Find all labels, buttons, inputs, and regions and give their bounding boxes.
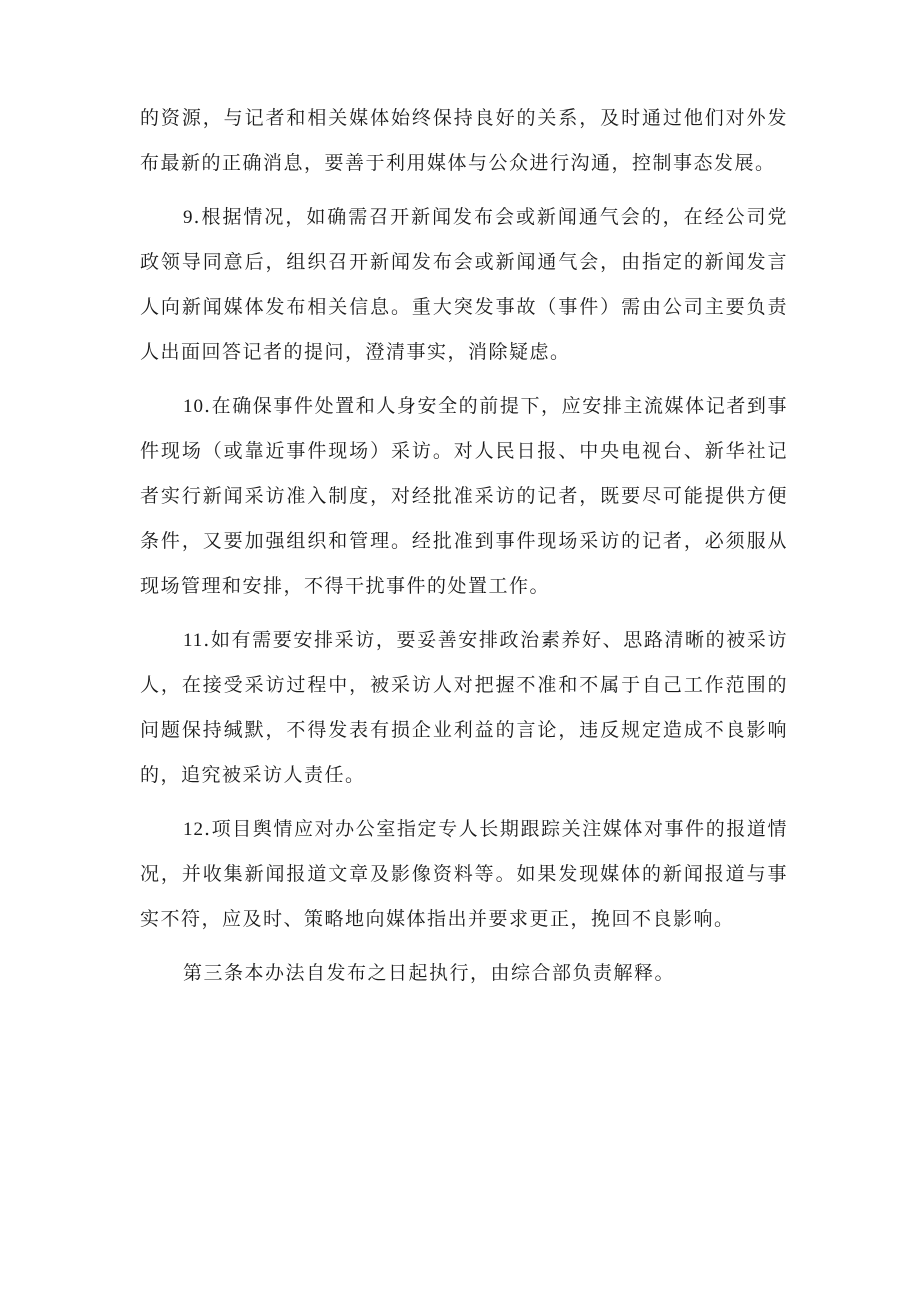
paragraph-item-10 <box>140 384 788 609</box>
paragraph-number: 10 <box>183 396 204 417</box>
paragraph-number: 9 <box>183 207 194 228</box>
paragraph-number: 12 <box>183 819 204 840</box>
paragraph-article-3 <box>140 951 788 996</box>
document-body <box>140 96 788 996</box>
paragraph-continuation <box>140 96 788 186</box>
paragraph-text: .在确保事件处置和人身安全的前提下，应安排主流媒体记者到事件现场（或靠近事件现场）采访。对人民日报、中央电视台、新华社记者实行新闻采访准入制度，对经批准采访的记者，既要尽可能提供方便条件，又要加强组织和管理。经批准到事件现场采访的记者，必须服从现场管理和安排，不得干扰事件的处置工作。 <box>140 395 788 597</box>
paragraph-text: .如有需要安排采访，要妥善安排政治素养好、思路清晰的被采访人，在接受采访过程中，被采访人对把握不准和不属于自己工作范围的问题保持缄默，不得发表有损企业利益的言论，违反规定造成不良影响的，追究被采访人责任。 <box>140 629 788 786</box>
paragraph-item-12 <box>140 807 788 942</box>
paragraph-item-9 <box>140 195 788 375</box>
paragraph-number: 11 <box>183 630 204 651</box>
paragraph-item-11 <box>140 618 788 798</box>
paragraph-text: .项目舆情应对办公室指定专人长期跟踪关注媒体对事件的报道情况，并收集新闻报道文章及影像资料等。如果发现媒体的新闻报道与事实不符，应及时、策略地向媒体指出并要求更正，挽回不良影响。 <box>140 818 788 930</box>
paragraph-text: .根据情况，如确需召开新闻发布会或新闻通气会的，在经公司党政领导同意后，组织召开新闻发布会或新闻通气会，由指定的新闻发言人向新闻媒体发布相关信息。重大突发事故（事件）需由公司主要负责人出面回答记者的提问，澄清事实，消除疑虑。 <box>140 206 788 363</box>
paragraph-text: 第三条本办法自发布之日起执行，由综合部负责解释。 <box>183 962 676 984</box>
paragraph-text: 的资源，与记者和相关媒体始终保持良好的关系，及时通过他们对外发布最新的正确消息，要善于利用媒体与公众进行沟通，控制事态发展。 <box>140 107 788 174</box>
